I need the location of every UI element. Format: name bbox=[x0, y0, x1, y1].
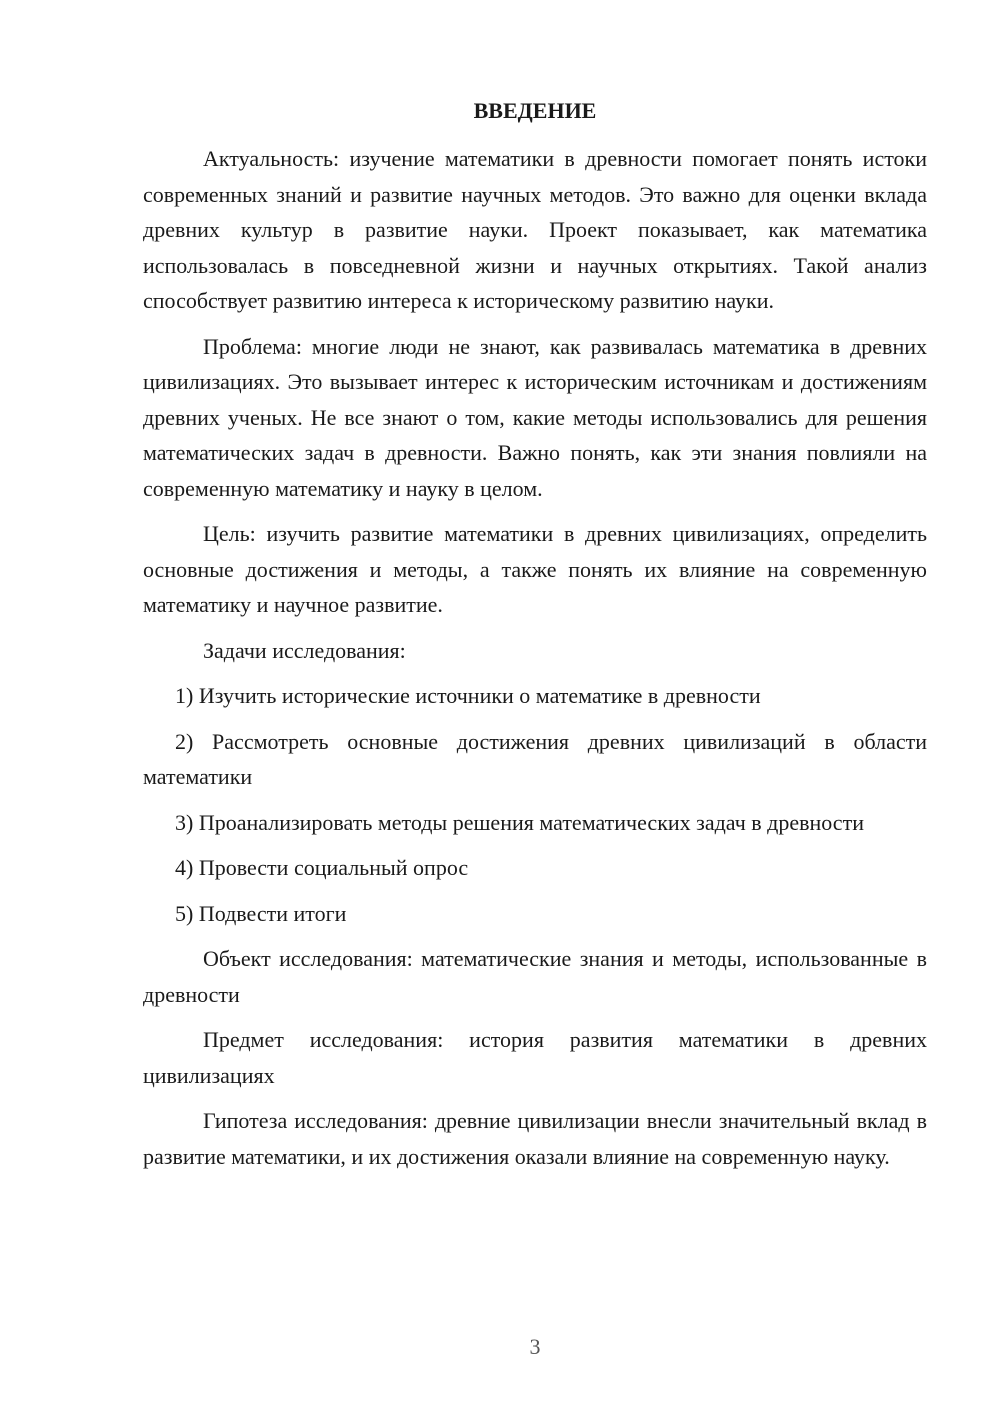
paragraph-goal: Цель: изучить развитие математики в древних цивилизациях, определить основные достижения и методы, а также понять их влияние на современную математику и научное развитие. bbox=[143, 521, 927, 617]
paragraph-hypothesis: Гипотеза исследования: древние цивилизации внесли значительный вклад в развитие математики, и их достижения оказали влияние на современную науку. bbox=[143, 1108, 927, 1169]
tasks-heading: Задачи исследования: bbox=[203, 637, 406, 663]
paragraph-object: Объект исследования: математические знания и методы, использованные в древности bbox=[143, 946, 927, 1007]
page-number: 3 bbox=[529, 1334, 541, 1359]
section-title: ВВЕДЕНИЕ bbox=[473, 98, 597, 123]
task-item-4: 4) Провести социальный опрос bbox=[175, 855, 469, 880]
task-item-1: 1) Изучить исторические источники о математике в древности bbox=[175, 683, 761, 708]
paragraph-problem: Проблема: многие люди не знают, как развивалась математика в древних цивилизациях. Это вызывает интерес к историческим источникам и достижениям древних ученых. Не все знают о том, какие методы использовались для решения математических задач в древности. Важно понять, как эти знания повлияли на современную математику и науку в целом. bbox=[143, 333, 927, 501]
paragraph-subject: Предмет исследования: история развития математики в древних цивилизациях bbox=[143, 1027, 927, 1088]
task-item-5: 5) Подвести итоги bbox=[175, 900, 347, 926]
paragraph-relevance: Актуальность: изучение математики в древности помогает понять истоки современных знаний и развитие научных методов. Это важно для оценки вклада древних культур в развитие науки. Проект показывает, как математика использовалась в повседневной жизни и научных открытиях. Такой анализ способствует развитию интереса к историческому развитию науки. bbox=[143, 146, 927, 313]
task-item-3: 3) Проанализировать методы решения математических задач в древности bbox=[175, 809, 864, 835]
document-body bbox=[143, 141, 927, 1184]
task-item-2: 2) Рассмотреть основные достижения древних цивилизаций в области математики bbox=[143, 728, 927, 789]
